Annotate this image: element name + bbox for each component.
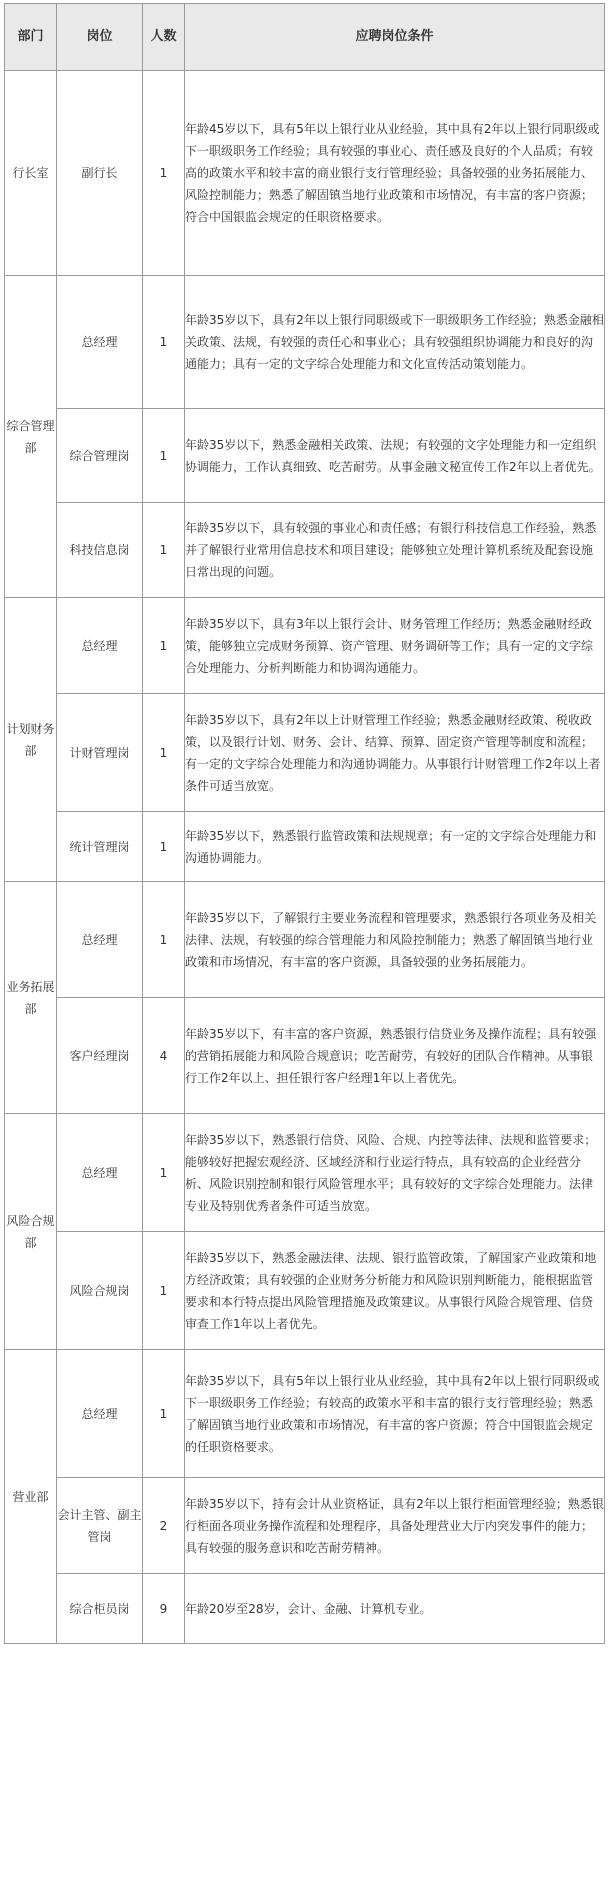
dept-cell: 计划财务部	[5, 598, 57, 882]
position-cell: 综合柜员岗	[57, 1574, 143, 1644]
table-row	[5, 882, 605, 998]
table-row	[5, 503, 605, 598]
count-cell: 1	[143, 1114, 185, 1232]
position-cell: 副行长	[57, 71, 143, 276]
position-cell: 科技信息岗	[57, 503, 143, 598]
requirements-cell: 年龄45岁以下，具有5年以上银行业从业经验，其中具有2年以上银行同职级或下一职级职务工作经验；具有较强的事业心、责任感及良好的个人品质；有较高的政策水平和较丰富的商业银行支行管理经验；具备较强的业务拓展能力、风险控制能力；熟悉了解固镇当地行业政策和市场情况，有丰富的客户资源；符合中国银监会规定的任职资格要求。	[185, 71, 605, 276]
requirements-cell: 年龄35岁以下，了解银行主要业务流程和管理要求，熟悉银行各项业务及相关法律、法规，有较强的综合管理能力和风险控制能力；熟悉了解固镇当地行业政策和市场情况，有丰富的客户资源，具备较强的业务拓展能力。	[185, 882, 605, 998]
table-row	[5, 1114, 605, 1232]
header-requirements: 应聘岗位条件	[185, 4, 605, 71]
requirements-cell: 年龄35岁以下，有丰富的客户资源，熟悉银行信贷业务及操作流程；具有较强的营销拓展能力和风险合规意识；吃苦耐劳，有较好的团队合作精神。从事银行工作2年以上、担任银行客户经理1年以上者优先。	[185, 998, 605, 1114]
position-cell: 总经理	[57, 1350, 143, 1478]
dept-cell: 风险合规部	[5, 1114, 57, 1350]
header-count: 人数	[143, 4, 185, 71]
position-cell: 总经理	[57, 598, 143, 694]
requirements-cell: 年龄35岁以下，熟悉银行监管政策和法规规章；有一定的文字综合处理能力和沟通协调能力。	[185, 812, 605, 882]
dept-cell: 综合管理部	[5, 276, 57, 598]
header-position: 岗位	[57, 4, 143, 71]
header-dept: 部门	[5, 4, 57, 71]
requirements-cell: 年龄20岁至28岁，会计、金融、计算机专业。	[185, 1574, 605, 1644]
count-cell: 1	[143, 882, 185, 998]
table-row	[5, 998, 605, 1114]
requirements-cell: 年龄35岁以下，具有较强的事业心和责任感；有银行科技信息工作经验，熟悉并了解银行业常用信息技术和项目建设；能够独立处理计算机系统及配套设施日常出现的问题。	[185, 503, 605, 598]
table-row	[5, 1350, 605, 1478]
table-row	[5, 1232, 605, 1350]
count-cell: 1	[143, 1350, 185, 1478]
recruitment-table	[4, 3, 605, 1644]
position-cell: 风险合规岗	[57, 1232, 143, 1350]
count-cell: 4	[143, 998, 185, 1114]
requirements-cell: 年龄35岁以下，熟悉金融法律、法规、银行监管政策，了解国家产业政策和地方经济政策；具有较强的企业财务分析能力和风险识别判断能力，能根据监管要求和本行特点提出风险管理措施及政策建议。从事银行风险合规管理、信贷审查工作1年以上者优先。	[185, 1232, 605, 1350]
table-row	[5, 409, 605, 503]
requirements-cell: 年龄35岁以下，熟悉金融相关政策、法规；有较强的文字处理能力和一定组织协调能力，工作认真细致、吃苦耐劳。从事金融文秘宣传工作2年以上者优先。	[185, 409, 605, 503]
position-cell: 总经理	[57, 1114, 143, 1232]
dept-cell: 行长室	[5, 71, 57, 276]
table-header-row	[5, 4, 605, 71]
position-cell: 计财管理岗	[57, 694, 143, 812]
count-cell: 1	[143, 812, 185, 882]
count-cell: 1	[143, 598, 185, 694]
position-cell: 总经理	[57, 276, 143, 409]
table-row	[5, 812, 605, 882]
count-cell: 1	[143, 276, 185, 409]
count-cell: 1	[143, 1232, 185, 1350]
position-cell: 会计主管、副主管岗	[57, 1478, 143, 1574]
table-row	[5, 1478, 605, 1574]
table-row	[5, 1574, 605, 1644]
position-cell: 总经理	[57, 882, 143, 998]
table-row	[5, 71, 605, 276]
requirements-cell: 年龄35岁以下，具有2年以上计财管理工作经验；熟悉金融财经政策、税收政策，以及银行计划、财务、会计、结算、预算、固定资产管理等制度和流程；有一定的文字综合处理能力和沟通协调能力。从事银行计财管理工作2年以上者条件可适当放宽。	[185, 694, 605, 812]
count-cell: 9	[143, 1574, 185, 1644]
requirements-cell: 年龄35岁以下，具有5年以上银行业从业经验，其中具有2年以上银行同职级或下一职级职务工作经验；有较高的政策水平和丰富的银行支行管理经验；熟悉了解固镇当地行业政策和市场情况，有丰富的客户资源；符合中国银监会规定的任职资格要求。	[185, 1350, 605, 1478]
table-row	[5, 598, 605, 694]
count-cell: 1	[143, 694, 185, 812]
dept-cell: 业务拓展部	[5, 882, 57, 1114]
count-cell: 1	[143, 409, 185, 503]
position-cell: 综合管理岗	[57, 409, 143, 503]
table-row	[5, 694, 605, 812]
count-cell: 1	[143, 503, 185, 598]
count-cell: 2	[143, 1478, 185, 1574]
position-cell: 统计管理岗	[57, 812, 143, 882]
table-row	[5, 276, 605, 409]
dept-cell: 营业部	[5, 1350, 57, 1644]
count-cell: 1	[143, 71, 185, 276]
position-cell: 客户经理岗	[57, 998, 143, 1114]
requirements-cell: 年龄35岁以下，持有会计从业资格证，具有2年以上银行柜面管理经验；熟悉银行柜面各项业务操作流程和处理程序，具备处理营业大厅内突发事件的能力；具有较强的服务意识和吃苦耐劳精神。	[185, 1478, 605, 1574]
requirements-cell: 年龄35岁以下，熟悉银行信贷、风险、合规、内控等法律、法规和监管要求；能够较好把握宏观经济、区域经济和行业运行特点，具有较高的企业经营分析、风险识别控制和银行风险管理水平；具有较好的文字综合处理能力。法律专业及特别优秀者条件可适当放宽。	[185, 1114, 605, 1232]
requirements-cell: 年龄35岁以下，具有3年以上银行会计、财务管理工作经历；熟悉金融财经政策，能够独立完成财务预算、资产管理、财务调研等工作；具有一定的文字综合处理能力、分析判断能力和协调沟通能力。	[185, 598, 605, 694]
requirements-cell: 年龄35岁以下，具有2年以上银行同职级或下一职级职务工作经验；熟悉金融相关政策、法规，有较强的责任心和事业心；具有较强组织协调能力和良好的沟通能力；具有一定的文字综合处理能力和文化宣传活动策划能力。	[185, 276, 605, 409]
